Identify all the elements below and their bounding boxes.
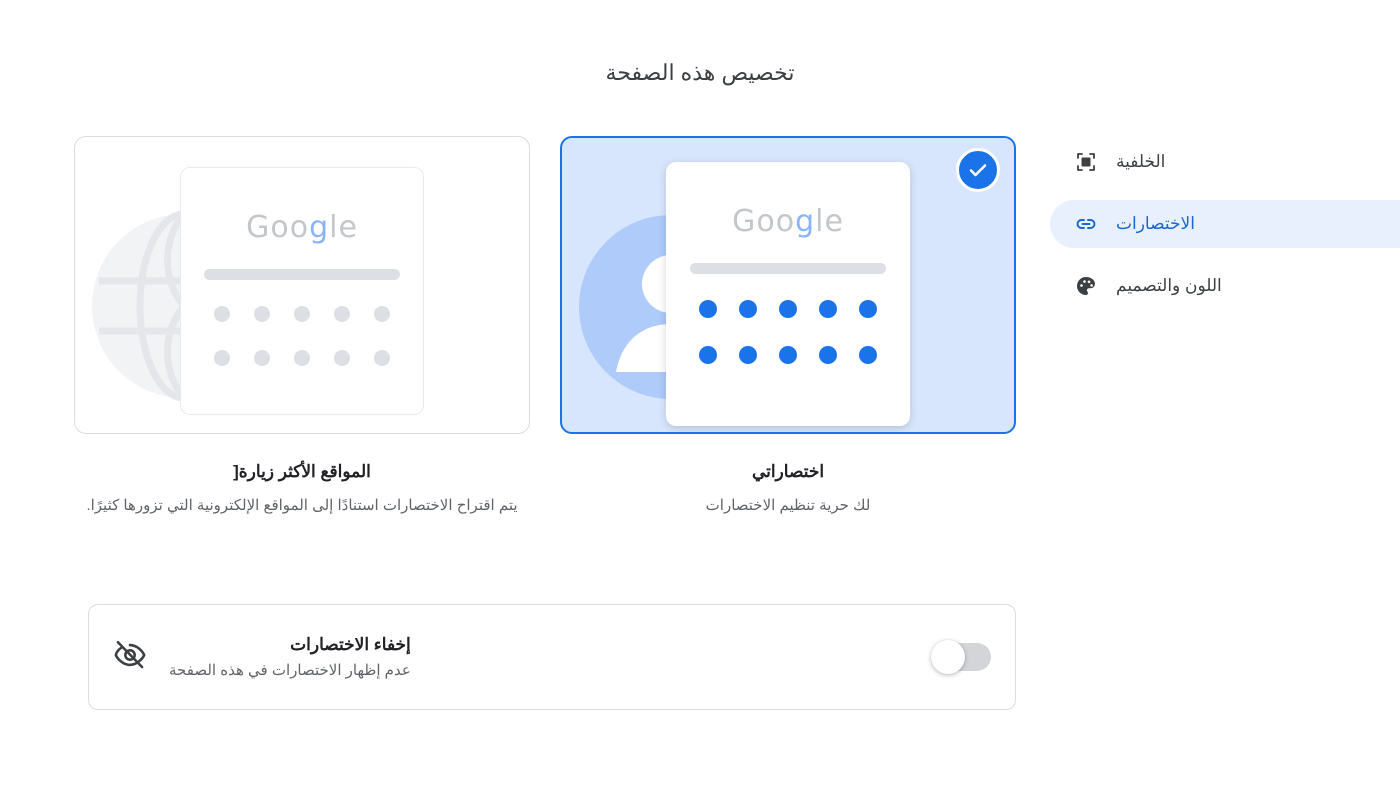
shortcut-dot (254, 306, 270, 322)
shortcut-dot (699, 346, 717, 364)
hide-shortcuts-toggle[interactable] (933, 643, 991, 671)
sidebar-item-label: الاختصارات (1116, 214, 1195, 233)
hide-shortcuts-title: إخفاء الاختصارات (290, 635, 411, 654)
shortcut-dot (214, 306, 230, 322)
search-bar-placeholder (204, 269, 400, 280)
tile-title: المواقع الأكثر زيارة[ (233, 462, 371, 481)
shortcut-dot (294, 306, 310, 322)
eye-off-icon (113, 638, 147, 677)
shortcut-dot (779, 300, 797, 318)
sidebar-item-color-and-theme[interactable] (1050, 262, 1400, 310)
shortcut-dot (819, 300, 837, 318)
hide-shortcuts-row[interactable] (88, 604, 1016, 710)
hide-shortcuts-info (113, 635, 411, 679)
toggle-knob (931, 640, 965, 674)
sidebar-item-label: اللون والتصميم (1116, 276, 1222, 295)
palette-icon (1074, 274, 1098, 298)
google-logo: Google (732, 204, 844, 239)
preview-card (666, 162, 910, 426)
link-icon (1074, 212, 1098, 236)
shortcut-dots (688, 300, 888, 364)
search-bar-placeholder (690, 263, 886, 274)
shortcut-dot (819, 346, 837, 364)
tile-description: لك حرية تنظيم الاختصارات (705, 497, 871, 514)
shortcut-dot (859, 300, 877, 318)
check-icon (956, 148, 1000, 192)
shortcut-dots (202, 306, 402, 366)
shortcut-dot (294, 350, 310, 366)
shortcut-dot (699, 300, 717, 318)
shortcut-dot (859, 346, 877, 364)
tile-most-visited-preview[interactable] (74, 136, 530, 434)
preview-card (180, 167, 424, 415)
customize-sidebar (1050, 138, 1400, 324)
google-logo: Google (246, 210, 358, 245)
shortcut-dot (334, 306, 350, 322)
shortcut-dot (374, 350, 390, 366)
tile-most-visited[interactable] (74, 136, 530, 518)
tile-description: يتم اقتراح الاختصارات استنادًا إلى المواقع الإلكترونية التي تزورها كثيرًا. (86, 497, 518, 514)
shortcut-dot (739, 300, 757, 318)
sidebar-item-shortcuts[interactable] (1050, 200, 1400, 248)
sidebar-item-background[interactable] (1050, 138, 1400, 186)
shortcut-options (88, 136, 1016, 518)
tile-my-shortcuts-preview[interactable] (560, 136, 1016, 434)
page-title: تخصيص هذه الصفحة (605, 60, 795, 85)
shortcut-dot (254, 350, 270, 366)
shortcut-dot (334, 350, 350, 366)
sidebar-item-label: الخلفية (1116, 152, 1166, 171)
shortcut-dot (214, 350, 230, 366)
hide-shortcuts-subtitle: عدم إظهار الاختصارات في هذه الصفحة (169, 662, 411, 679)
shortcut-dot (374, 306, 390, 322)
tile-my-shortcuts[interactable] (560, 136, 1016, 518)
image-icon (1074, 150, 1098, 174)
shortcut-dot (739, 346, 757, 364)
shortcut-dot (779, 346, 797, 364)
tile-title: اختصاراتي (751, 462, 825, 481)
